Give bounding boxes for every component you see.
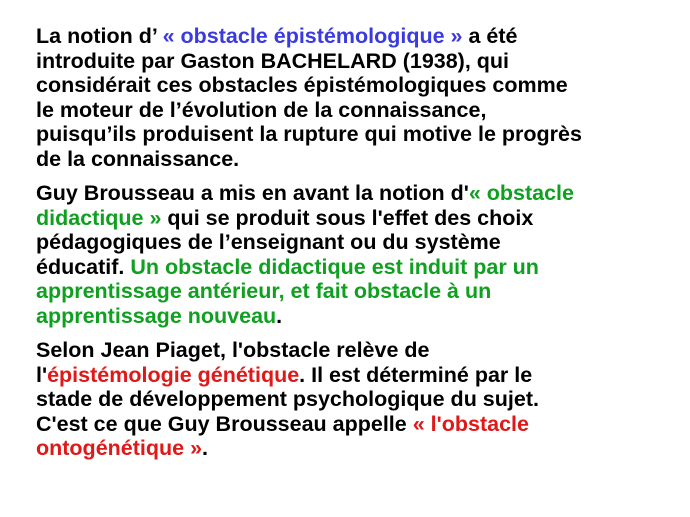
text-line [36,49,676,74]
text-run: considérait ces obstacles épistémologiques comme [36,73,568,97]
text-run: de la connaissance. [36,146,240,171]
text-line [36,181,676,206]
text-line [36,279,676,304]
text-run: Guy Brousseau a mis en avant la notion d' [36,181,469,205]
text-line [36,122,676,147]
text-run: . [276,303,283,328]
text-line [36,363,676,388]
text-line [36,255,676,280]
paragraph-piaget [36,338,676,461]
text-line [36,387,676,412]
paragraph-bachelard [36,24,676,171]
text-line [36,304,676,329]
text-line [36,206,676,231]
text-line [36,24,676,49]
text-run: La notion d’ [36,24,163,48]
term-obstacle-didactique: « obstacle [468,181,574,205]
slide-body [36,24,676,461]
term-epistemologie-genetique: épistémologie génétique [47,362,300,387]
text-run: . Il est déterminé par le [299,362,533,387]
highlight-definition: apprentissage antérieur, et fait obstacle à un [36,279,492,303]
text-run: éducatif. [36,254,131,279]
text-run: le moteur de l’évolution de la connaissance, [36,97,487,122]
text-run: stade de développement psychologique du sujet. [36,387,539,411]
highlight-definition: Un obstacle didactique est induit par un [130,254,539,279]
text-run: pédagogiques de l’enseignant ou du système [36,230,501,254]
text-run: qui se produit sous l'effet des choix [161,205,534,230]
term-obstacle-epistemologique: « obstacle épistémologique » [162,24,463,48]
text-run: puisqu’ils produisent la rupture qui motive le progrès [36,122,582,146]
text-run: a été [462,24,518,48]
text-line [36,147,676,172]
term-obstacle-ontogenetique: ontogénétique » [36,436,203,460]
text-run: C'est ce que Guy Brousseau appelle [36,411,413,436]
text-line [36,412,676,437]
text-run: l' [36,362,48,387]
text-run: introduite par Gaston BACHELARD (1938), qui [36,48,510,73]
paragraph-brousseau [36,181,676,328]
text-line [36,436,676,461]
term-obstacle-didactique: didactique » [36,205,162,230]
term-obstacle-ontogenetique: « l'obstacle [412,411,529,436]
highlight-definition: apprentissage nouveau [36,303,277,328]
text-run: Selon Jean Piaget, l'obstacle relève de [36,338,430,362]
text-line [36,73,676,98]
text-line [36,338,676,363]
text-line [36,98,676,123]
text-line [36,230,676,255]
text-run: . [202,436,209,460]
